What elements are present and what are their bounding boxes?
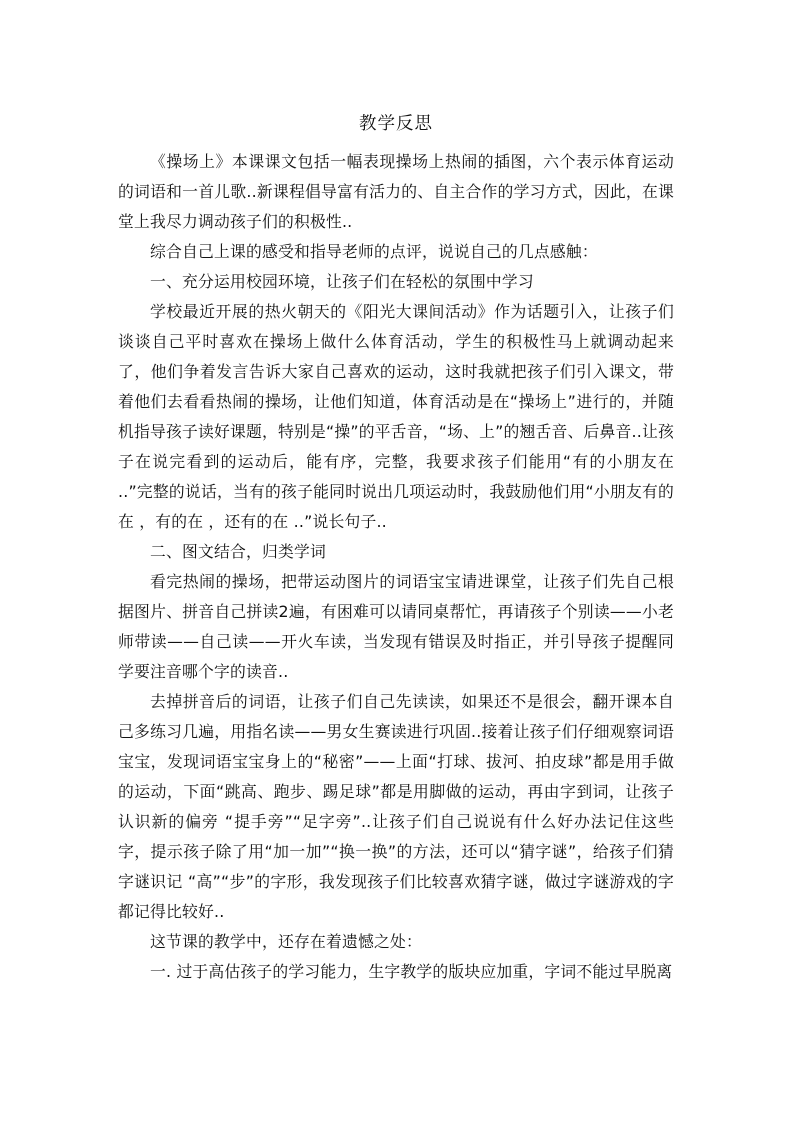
section-heading-one: 一、充分运用校园环境，让孩子们在轻松的氛围中学习 (150, 272, 534, 291)
paragraph-section-two-b: 去掉拼音后的词语，让孩子们自己先读读，如果还不是很会，翻开课本自己多练习几遍，用指名读——男女生赛读进行巩固..接着让孩子们仔细观察词语宝宝，发现词语宝宝身上的“秘密”——上面“打球、拔河、拍皮球”都是用手做的运动，下面“跳高、跑步、踢足球”都是用脚做的运动，再由字到词，让孩子认识新的偏旁 “提手旁”“足字旁”..让孩子们自己说说有什么好办法记住这些字，提示孩子除了用“加一加”“换一换”的方法，还可以“猜字谜”，给孩子们猜字谜识记 “高”“步”的字形，我发现孩子们比较喜欢猜字谜，做过字谜游戏的字都记得比较好.. (118, 692, 674, 921)
paragraph-shortcomings: 这节课的教学中，还存在着遗憾之处： (150, 932, 422, 951)
document-title: 教学反思 (359, 114, 433, 134)
section-heading-two: 二、图文结合，归类学词 (150, 542, 326, 561)
paragraph-summary: 综合自己上课的感受和指导老师的点评，说说自己的几点感触： (150, 242, 598, 261)
paragraph-section-two-a: 看完热闹的操场，把带运动图片的词语宝宝请进课堂，让孩子们先自己根据图片、拼音自己拼读2遍，有困难可以请同桌帮忙，再请孩子个别读——小老师带读——自己读——开火车读，当发现有错误及时指正，并引导孩子提醒同学要注音哪个字的读音.. (118, 572, 674, 681)
paragraph-section-one: 学校最近开展的热火朝天的《阳光大课间活动》作为话题引入，让孩子们谈谈自己平时喜欢在操场上做什么体育活动，学生的积极性马上就调动起来了，他们争着发言告诉大家自己喜欢的运动，这时我就把孩子们引入课文，带着他们去看看热闹的操场，让他们知道，体育活动是在“操场上”进行的，并随机指导孩子读好课题，特别是“操”的平舌音，“场、上”的翘舌音、后鼻音..让孩子在说完看到的运动后，能有序，完整，我要求孩子们能用“有的小朋友在 ..”完整的说话，当有的孩子能同时说出几项运动时，我鼓励他们用“小朋友有的在 ，有的在 ，还有的在 ..”说长句子.. (118, 302, 674, 531)
paragraph-shortcoming-one: 一. 过于高估孩子的学习能力，生字教学的版块应加重，字词不能过早脱离 (150, 962, 673, 981)
paragraph-intro: 《操场上》本课课文包括一幅表现操场上热闹的插图，六个表示体育运动的词语和一首儿歌..新课程倡导富有活力的、自主合作的学习方式，因此，在课堂上我尽力调动孩子们的积极性.. (118, 152, 674, 231)
document-page (118, 110, 674, 987)
